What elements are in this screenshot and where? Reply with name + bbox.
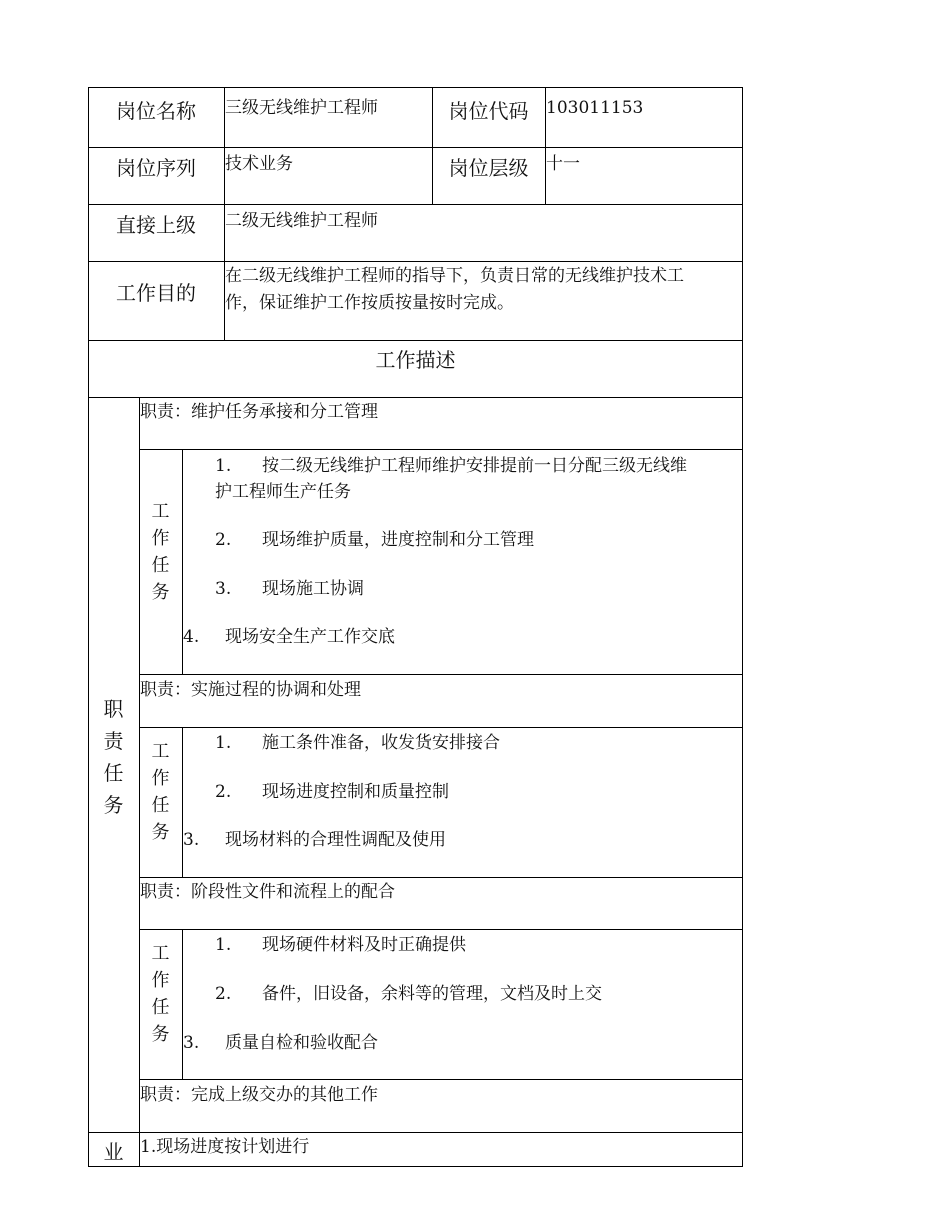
- position-code-label: 岗位代码: [448, 99, 529, 123]
- task-label-char: 工: [151, 943, 170, 964]
- task-number: 2.: [215, 984, 232, 1004]
- duty-title: 职责：完成上级交办的其他工作: [140, 1085, 378, 1105]
- table-border-left: [88, 87, 89, 1167]
- superior-value: 二级无线维护工程师: [225, 211, 378, 231]
- table-border-bottom: [88, 1166, 743, 1167]
- task-number: 1.: [215, 935, 232, 955]
- bottom-row-text: 1.现场进度按计划进行: [140, 1137, 310, 1157]
- task-number: 4.: [183, 627, 200, 647]
- duty-title: 职责：阶段性文件和流程上的配合: [140, 882, 395, 902]
- table-border-top: [88, 87, 743, 88]
- task-text: 现场硬件材料及时正确提供: [262, 935, 466, 955]
- task-label-char: 作: [151, 528, 170, 549]
- duty-title: 职责：实施过程的协调和处理: [140, 680, 361, 700]
- task-text: 现场维护质量，进度控制和分工管理: [262, 530, 534, 550]
- task-text: 现场进度控制和质量控制: [262, 782, 449, 802]
- table-border-right: [742, 87, 743, 1167]
- side-label-char: 务: [103, 793, 124, 817]
- purpose-label: 工作目的: [116, 281, 196, 305]
- task-label-char: 任: [151, 795, 170, 816]
- row-divider: [88, 261, 743, 262]
- task-number: 3.: [215, 579, 232, 599]
- row-divider: [139, 727, 743, 728]
- col-divider: [182, 727, 183, 877]
- task-text: 护工程师生产任务: [215, 482, 351, 502]
- sequence-label: 岗位序列: [116, 156, 196, 180]
- task-label-char: 作: [151, 970, 170, 991]
- task-label-char: 务: [151, 582, 170, 603]
- task-label-char: 务: [151, 822, 170, 843]
- task-label-char: 作: [151, 768, 170, 789]
- task-number: 1.: [215, 456, 232, 476]
- job-description-table: [88, 87, 743, 1167]
- task-text: 施工条件准备，收发货安排接合: [262, 733, 500, 753]
- work-task-label: [139, 498, 182, 606]
- row-divider: [139, 674, 743, 675]
- row-divider: [88, 1132, 743, 1133]
- section-title: 工作描述: [375, 348, 456, 372]
- task-number: 1.: [215, 733, 232, 753]
- row-divider: [139, 1079, 743, 1080]
- row-divider: [139, 877, 743, 878]
- task-text: 现场施工协调: [262, 579, 364, 599]
- task-label-char: 任: [151, 555, 170, 576]
- col-divider: [182, 929, 183, 1079]
- task-text: 现场材料的合理性调配及使用: [225, 830, 446, 850]
- level-value: 十一: [546, 154, 580, 174]
- work-task-label: [139, 738, 182, 846]
- sequence-value: 技术业务: [225, 154, 293, 174]
- position-code-value: 103011153: [546, 98, 644, 118]
- task-number: 3.: [183, 1033, 200, 1053]
- duties-side-label: [88, 693, 139, 821]
- bottom-row-label: 业: [103, 1140, 124, 1164]
- duty-title: 职责：维护任务承接和分工管理: [140, 402, 378, 422]
- row-divider: [139, 449, 743, 450]
- side-label-char: 职: [103, 697, 124, 721]
- superior-label: 直接上级: [116, 213, 196, 237]
- task-number: 2.: [215, 782, 232, 802]
- task-text: 质量自检和验收配合: [225, 1033, 378, 1053]
- task-text: 备件，旧设备，余料等的管理，文档及时上交: [262, 984, 602, 1004]
- task-label-char: 工: [151, 501, 170, 522]
- row-divider: [88, 147, 743, 148]
- position-name-label: 岗位名称: [116, 99, 196, 123]
- side-label-char: 责: [103, 729, 124, 753]
- row-divider: [139, 929, 743, 930]
- task-number: 3.: [183, 830, 200, 850]
- purpose-value: [225, 263, 740, 317]
- work-task-label: [139, 940, 182, 1048]
- task-label-char: 务: [151, 1024, 170, 1045]
- task-text: 现场安全生产工作交底: [225, 627, 395, 647]
- purpose-value-line: 在二级无线维护工程师的指导下，负责日常的无线维护技术工: [225, 266, 684, 286]
- purpose-value-line: 作，保证维护工作按质按量按时完成。: [225, 293, 514, 313]
- row-divider: [88, 204, 743, 205]
- position-name-value: 三级无线维护工程师: [225, 98, 378, 118]
- side-label-char: 任: [103, 761, 124, 785]
- level-label: 岗位层级: [448, 156, 529, 180]
- task-number: 2.: [215, 530, 232, 550]
- task-label-char: 任: [151, 997, 170, 1018]
- task-text: 按二级无线维护工程师维护安排提前一日分配三级无线维: [262, 456, 687, 476]
- row-divider: [88, 340, 743, 341]
- row-divider: [88, 397, 743, 398]
- task-label-char: 工: [151, 741, 170, 762]
